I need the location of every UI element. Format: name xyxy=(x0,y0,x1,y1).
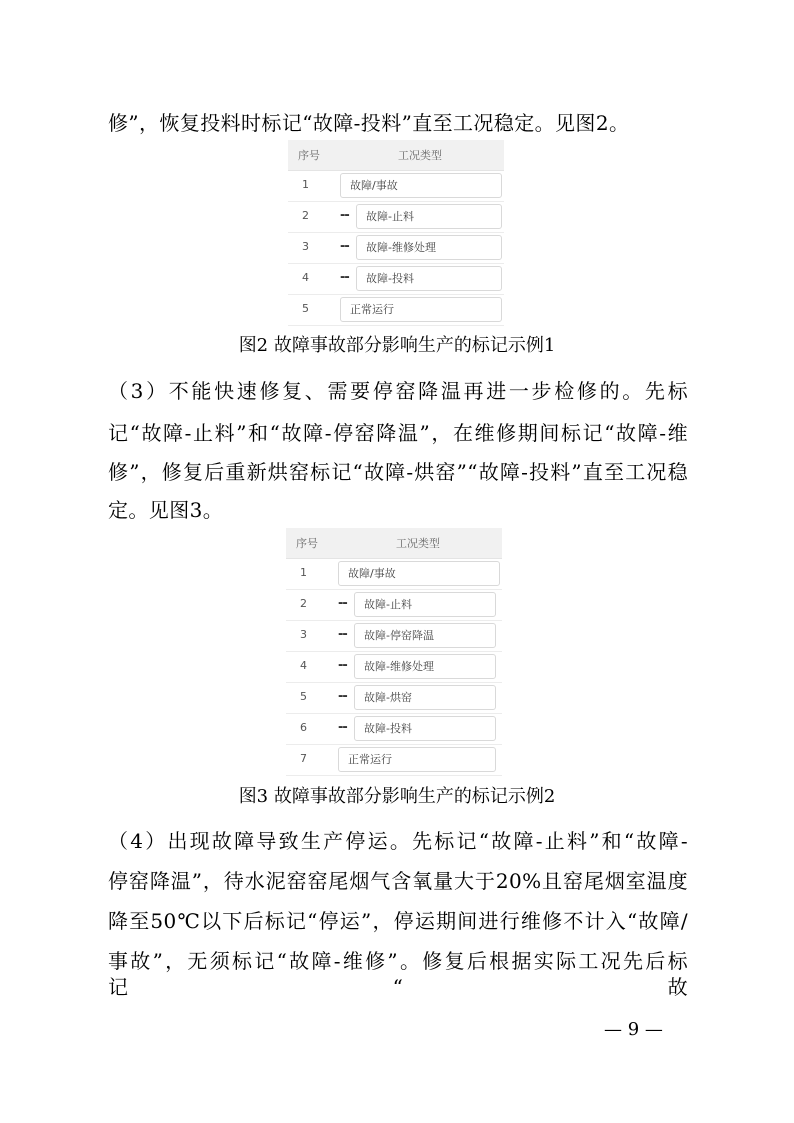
row-label: 故障-维修处理 xyxy=(356,235,502,260)
header-seq: 序号 xyxy=(298,149,320,162)
table-row xyxy=(286,590,502,621)
figure2-table xyxy=(288,140,504,326)
table-row xyxy=(286,559,502,590)
row-number: 1 xyxy=(300,566,307,579)
table-row xyxy=(288,171,504,202)
text-line-5: 定。见图3。 xyxy=(108,498,224,522)
text-line-4: 修”，修复后重新烘窑标记“故障-烘窑”“故障-投料”直至工况稳 xyxy=(108,460,688,484)
row-number: 4 xyxy=(300,659,307,672)
indent-dash: -- xyxy=(340,270,349,285)
header-type: 工况类型 xyxy=(398,149,442,162)
row-number: 5 xyxy=(300,690,307,703)
header-seq: 序号 xyxy=(296,537,318,550)
row-label: 故障/事故 xyxy=(340,173,502,198)
indent-dash: -- xyxy=(340,239,349,254)
indent-dash: -- xyxy=(338,627,347,642)
row-number: 4 xyxy=(302,271,309,284)
text-line-2: （3）不能快速修复、需要停窑降温再进一步检修的。先标 xyxy=(108,379,688,403)
table-row xyxy=(286,621,502,652)
row-label: 正常运行 xyxy=(338,747,496,772)
table-header xyxy=(286,528,502,559)
figure2-caption: 图2 故障事故部分影响生产的标记示例1 xyxy=(238,335,556,356)
row-number: 5 xyxy=(302,302,309,315)
text-line-8: 降至50℃以下后标记“停运”，停运期间进行维修不计入“故障/ xyxy=(108,909,688,933)
figure3-table xyxy=(286,528,502,776)
text-line-1: 修”，恢复投料时标记“故障-投料”直至工况稳定。见图2。 xyxy=(108,111,630,135)
table-row xyxy=(286,714,502,745)
indent-dash: -- xyxy=(338,596,347,611)
indent-dash: -- xyxy=(338,689,347,704)
row-number: 2 xyxy=(302,209,309,222)
header-type: 工况类型 xyxy=(396,537,440,550)
row-number: 2 xyxy=(300,597,307,610)
indent-dash: -- xyxy=(340,208,349,223)
table-row xyxy=(288,233,504,264)
row-number: 3 xyxy=(300,628,307,641)
indent-dash: -- xyxy=(338,658,347,673)
text-line-7: 停窑降温”，待水泥窑窑尾烟气含氧量大于20%且窑尾烟室温度 xyxy=(108,869,688,893)
table-header xyxy=(288,140,504,171)
row-number: 3 xyxy=(302,240,309,253)
figure3-caption: 图3 故障事故部分影响生产的标记示例2 xyxy=(238,786,556,807)
table-row xyxy=(286,683,502,714)
text-line-9: 事故”，无须标记“故障-维修”。修复后根据实际工况先后标记“故 xyxy=(108,949,688,999)
row-label: 正常运行 xyxy=(340,297,502,322)
table-row xyxy=(288,202,504,233)
row-label: 故障-停窑降温 xyxy=(354,623,496,648)
table-row xyxy=(288,264,504,295)
row-label: 故障-投料 xyxy=(356,266,502,291)
text-line-3: 记“故障-止料”和“故障-停窑降温”，在维修期间标记“故障-维 xyxy=(108,421,688,445)
text-line-6: （4）出现故障导致生产停运。先标记“故障-止料”和“故障- xyxy=(108,829,688,853)
page-number: — 9 — xyxy=(604,1019,663,1040)
row-number: 6 xyxy=(300,721,307,734)
table-row xyxy=(286,652,502,683)
row-number: 1 xyxy=(302,178,309,191)
table-row xyxy=(288,295,504,326)
row-label: 故障-止料 xyxy=(356,204,502,229)
row-label: 故障-止料 xyxy=(354,592,496,617)
row-label: 故障-维修处理 xyxy=(354,654,496,679)
indent-dash: -- xyxy=(338,720,347,735)
row-label: 故障/事故 xyxy=(338,561,500,586)
row-label: 故障-烘窑 xyxy=(354,685,496,710)
table-row xyxy=(286,745,502,776)
row-label: 故障-投料 xyxy=(354,716,496,741)
row-number: 7 xyxy=(300,752,307,765)
